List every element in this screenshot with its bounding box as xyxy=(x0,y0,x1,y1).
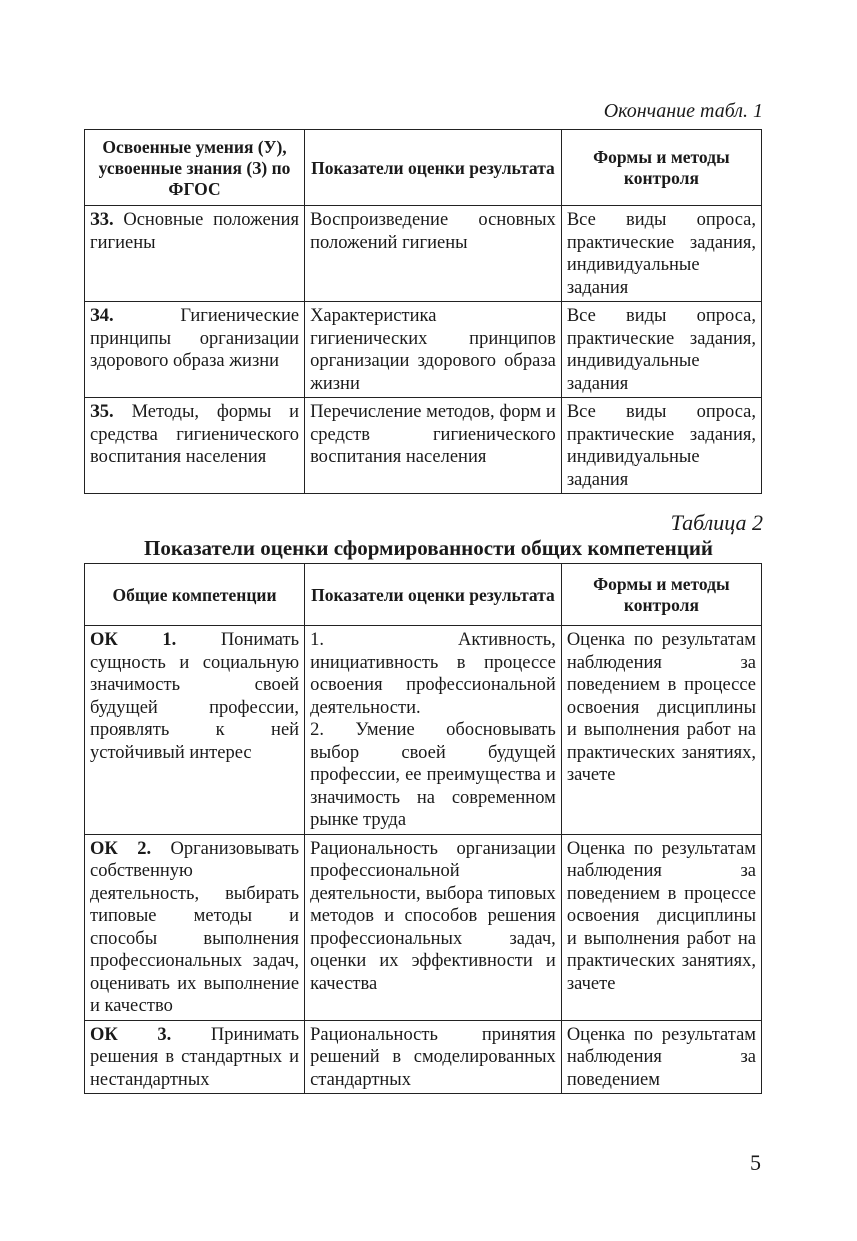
control-cell: Все виды опроса, практические задания, индивидуальные задания xyxy=(561,302,761,398)
skills-knowledge-table xyxy=(84,129,762,494)
column-header: Формы и методы контроля xyxy=(561,130,761,206)
skill-text: Основные положения гигиены xyxy=(90,210,300,253)
table-continuation-label: Окончание табл. 1 xyxy=(603,100,763,122)
indicator-cell xyxy=(305,626,562,835)
indicator-text: 1. Активность, инициативность в процессе освоения профессиональной деятельности. xyxy=(310,630,556,718)
control-cell: Все виды опроса, практические задания, индивидуальные задания xyxy=(561,398,761,494)
competence-cell xyxy=(85,1020,305,1094)
page-number: 5 xyxy=(750,1150,761,1175)
table-row xyxy=(85,834,762,1020)
indicator-cell: Рациональность принятия решений в смоделированных стандартных xyxy=(305,1020,562,1094)
skill-cell xyxy=(85,206,305,302)
table-row xyxy=(85,626,762,835)
skill-text: Методы, формы и средства гигиенического воспитания населения xyxy=(90,402,300,467)
competence-text: Организовывать собственную деятельность, выбирать типовые методы и способы выполнения профессиональных задач, оценивать их выполнение и качество xyxy=(90,838,300,1016)
table-row xyxy=(85,302,762,398)
competence-text: Принимать решения в стандартных и нестандартных xyxy=(90,1024,300,1090)
indicator-cell: Воспроизведение основных положений гигиены xyxy=(305,206,562,302)
competence-cell xyxy=(85,834,305,1020)
competence-code: ОК 1. xyxy=(90,630,177,650)
table-header-row xyxy=(85,564,762,626)
column-header: Общие компетенции xyxy=(85,564,305,626)
competence-text: Понимать сущность и социальную значимость своей будущей профессии, проявлять к ней устойчивый интерес xyxy=(90,630,300,763)
table-row xyxy=(85,1020,762,1094)
table-label: Таблица 2 xyxy=(670,510,763,535)
indicator-cell: Характеристика гигиенических принципов организации здорового образа жизни xyxy=(305,302,562,398)
skill-text: Гигиенические принципы организации здорового образа жизни xyxy=(90,306,300,371)
control-cell: Оценка по результатам наблюдения за поведением в процессе освоения дисциплины и выполнения работ на практических занятиях, зачете xyxy=(561,834,761,1020)
competence-cell xyxy=(85,626,305,835)
column-header: Показатели оценки результата xyxy=(305,564,562,626)
item-code: З4. xyxy=(90,306,114,326)
competence-code: ОК 3. xyxy=(90,1024,172,1045)
table-title: Показатели оценки сформированности общих компетенций xyxy=(143,536,714,560)
skill-cell xyxy=(85,398,305,494)
control-cell: Все виды опроса, практические задания, индивидуальные задания xyxy=(561,206,761,302)
indicator-text: 2. Умение обосновывать выбор своей будущей профессии, ее преимущества и значимость на современном рынке труда xyxy=(310,720,556,830)
indicator-cell: Перечисление методов, форм и средств гигиенического воспитания населения xyxy=(305,398,562,494)
table-header-row xyxy=(85,130,762,206)
indicator-cell: Рациональность организации профессиональной деятельности, выбора типовых методов и способов решения профессиональных задач, оценки их эффективности и качества xyxy=(305,834,562,1020)
column-header: Показатели оценки результата xyxy=(305,130,562,206)
item-code: З3. xyxy=(90,210,114,230)
control-cell: Оценка по результатам наблюдения за поведением xyxy=(561,1020,761,1094)
skill-cell xyxy=(85,302,305,398)
column-header: Освоенные умения (У), усвоенные знания (З) по ФГОС xyxy=(85,130,305,206)
competencies-table xyxy=(84,563,762,1094)
table-row xyxy=(85,206,762,302)
competence-code: ОК 2. xyxy=(90,838,152,859)
table-row xyxy=(85,398,762,494)
control-cell: Оценка по результатам наблюдения за поведением в процессе освоения дисциплины и выполнения работ на практических занятиях, зачете xyxy=(561,626,761,835)
column-header: Формы и методы контроля xyxy=(561,564,761,626)
item-code: З5. xyxy=(90,402,114,422)
